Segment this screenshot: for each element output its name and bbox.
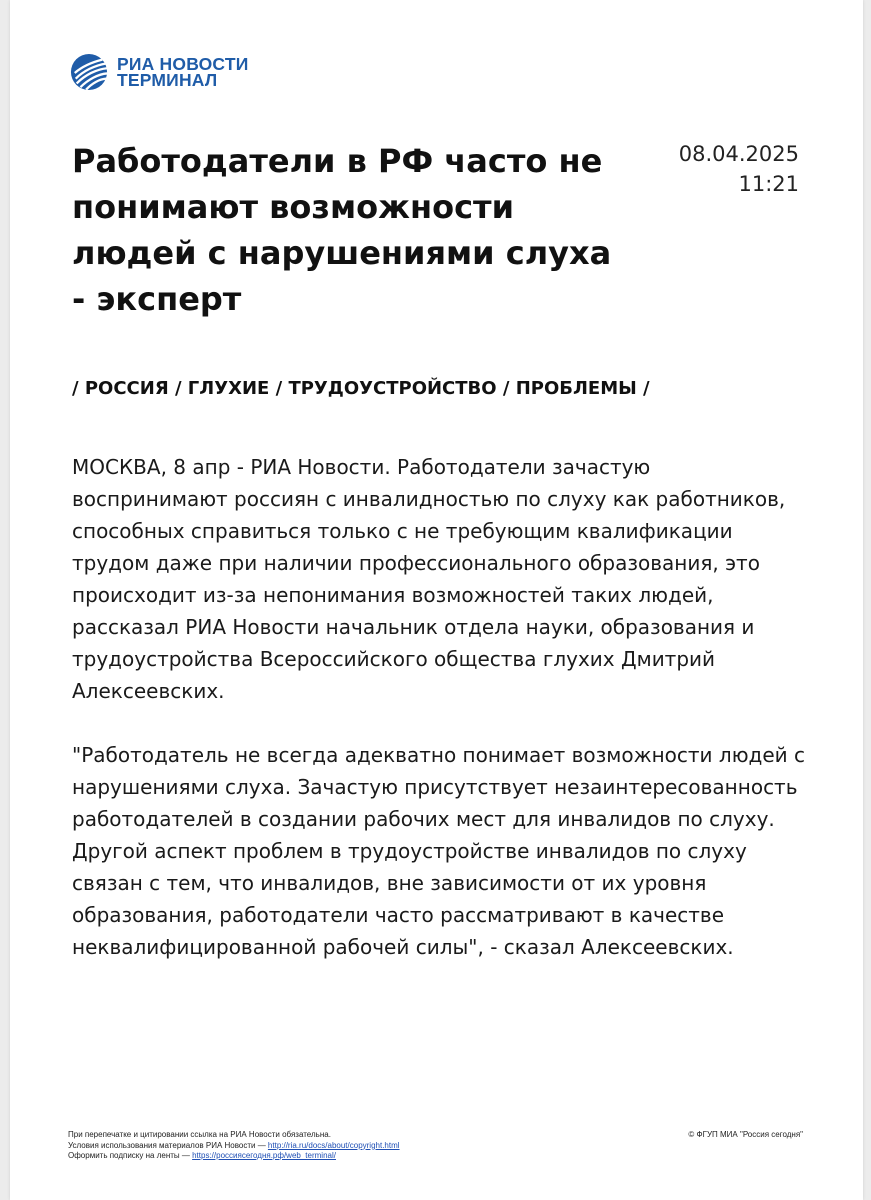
logo-wordmark [117, 56, 249, 88]
subscribe-link[interactable]: https://россиясегодня.рф/web_terminal/ [192, 1151, 336, 1160]
logo-line-1: РИА НОВОСТИ [117, 54, 249, 74]
tag-item[interactable]: ПРОБЛЕМЫ [515, 378, 637, 399]
publish-date: 08.04.2025 [678, 142, 799, 166]
footer-line-reprint: При перепечатке и цитировании ссылка на РИА Новости обязательна. [68, 1130, 331, 1139]
tag-item[interactable]: ГЛУХИЕ [187, 378, 270, 399]
publish-datetime [679, 139, 799, 199]
document-page [10, 0, 863, 1200]
article-body [72, 451, 812, 995]
article-title: Работодатели в РФ часто не понимают возможности людей с нарушениями слуха - эксперт [72, 142, 612, 318]
article-paragraph: МОСКВА, 8 апр - РИА Новости. Работодатели зачастую воспринимают россиян с инвалидностью по слуху как работников, способных справиться только с не требующим квалификации трудом даже при наличии профессионального образования, это происходит из-за непонимания возможностей таких людей, рассказал РИА Новости начальник отдела науки, образования и трудоустройства Всероссийского общества глухих Дмитрий Алексеевских. [72, 455, 786, 703]
copyright-notice: © ФГУП МИА "Россия сегодня" [688, 1130, 803, 1139]
footer-line-terms: Условия использования материалов РИА Новости — http://ria.ru/docs/about/copyright.html [68, 1140, 400, 1150]
tag-item[interactable]: ТРУДОУСТРОЙСТВО [288, 378, 497, 399]
ria-novosti-logo [70, 53, 249, 91]
footer-notice [68, 1130, 400, 1162]
tag-item[interactable]: РОССИЯ [84, 378, 169, 399]
footer-line-subscribe: Оформить подписку на ленты — https://россиясегодня.рф/web_terminal/ [68, 1151, 336, 1160]
article-paragraph: "Работодатель не всегда адекватно понимает возможности людей с нарушениями слуха. Зачастую присутствует незаинтересованность работодателей в создании рабочих мест для инвалидов по слуху. Другой аспект проблем в трудоустройстве инвалидов по слуху связан с тем, что инвалидов, вне зависимости от их уровня образования, работодатели часто рассматривают в качестве неквалифицированной рабочей силы", - сказал Алексеевских. [72, 743, 806, 959]
publish-time: 11:21 [738, 172, 799, 196]
ria-globe-icon [70, 53, 108, 91]
logo-line-2: ТЕРМИНАЛ [117, 70, 218, 90]
tag-list: / РОССИЯ / ГЛУХИЕ / ТРУДОУСТРОЙСТВО / ПРОБЛЕМЫ / [72, 378, 650, 399]
copyright-terms-link[interactable]: http://ria.ru/docs/about/copyright.html [267, 1140, 400, 1150]
